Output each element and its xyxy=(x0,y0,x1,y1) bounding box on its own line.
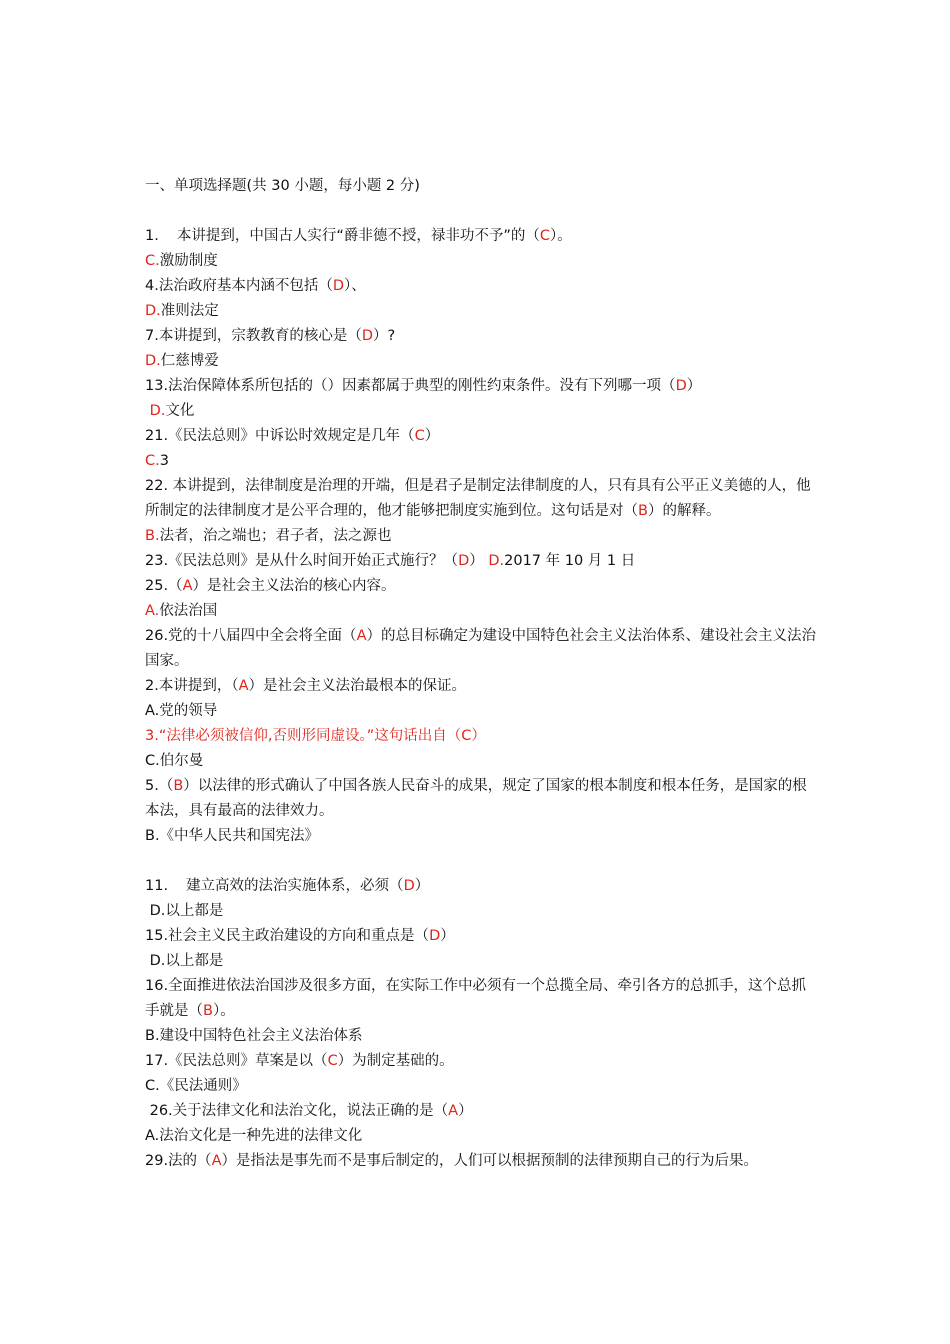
question-29: 29.法的（A）是指法是事先而不是事后制定的，人们可以根据预制的法律预期自己的行为后果。 xyxy=(145,1153,758,1169)
question-26b: 26.关于法律文化和法治文化，说法正确的是（A） xyxy=(149,1103,473,1119)
question-25: 25.（A）是社会主义法治的核心内容。 xyxy=(145,578,396,594)
answer-2: A.党的领导 xyxy=(145,703,218,719)
answer-letter: D xyxy=(458,553,470,569)
question-26: 26.党的十八届四中全会将全面（A）的总目标确定为建设中国特色社会主义法治体系、建设社会主义法治国家。 xyxy=(145,628,816,669)
question-3: 3.“法律必须被信仰,否则形同虚设。”这句话出自（C） xyxy=(145,728,486,744)
question-4: 4.法治政府基本内涵不包括（D）、 xyxy=(145,278,366,294)
question-7: 7.本讲提到，宗教教育的核心是（D）? xyxy=(145,328,396,344)
answer-letter: B xyxy=(203,1003,213,1019)
answer-letter: D xyxy=(403,878,415,894)
blank-line xyxy=(145,849,817,874)
blank-line xyxy=(145,199,817,224)
question-17: 17.《民法总则》草案是以（C）为制定基础的。 xyxy=(145,1053,454,1069)
answer-letter: C xyxy=(327,1053,338,1069)
question-15: 15.社会主义民主政治建设的方向和重点是（D） xyxy=(145,928,455,944)
answer-1: C.激励制度 xyxy=(145,253,218,269)
answer-15: D.以上都是 xyxy=(149,953,224,969)
question-11: 11. 建立高效的法治实施体系，必须（D） xyxy=(145,878,430,894)
answer-3: C.伯尔曼 xyxy=(145,753,204,769)
answer-letter: C xyxy=(461,728,472,744)
answer-letter: A xyxy=(182,578,193,594)
answer-letter: D xyxy=(429,928,441,944)
answer-letter: D xyxy=(332,278,345,294)
question-21: 21.《民法总则》中诉讼时效规定是几年（C） xyxy=(145,428,440,444)
answer-letter: D xyxy=(361,328,374,344)
section-heading: 一、单项选择题(共 30 小题，每小题 2 分) xyxy=(145,178,420,194)
answer-letter: D xyxy=(675,378,687,394)
answer-letter: A xyxy=(211,1153,222,1169)
answer-letter: A xyxy=(356,628,367,644)
answer-4: D.准则法定 xyxy=(145,303,219,319)
question-2: 2.本讲提到，（A）是社会主义法治最根本的保证。 xyxy=(145,678,467,694)
answer-11: D.以上都是 xyxy=(149,903,224,919)
answer-25: A.依法治国 xyxy=(145,603,218,619)
answer-letter: A xyxy=(448,1103,459,1119)
answer-7: D.仁慈博爱 xyxy=(145,353,219,369)
answer-26b: A.法治文化是一种先进的法律文化 xyxy=(145,1128,363,1144)
answer-22: B.法者，治之端也；君子者，法之源也 xyxy=(145,528,392,544)
question-5: 5.（B）以法律的形式确认了中国各族人民奋斗的成果，规定了国家的根本制度和根本任务，是国家的根本法，具有最高的法律效力。 xyxy=(145,778,807,819)
answer-letter: A xyxy=(238,678,249,694)
answer-letter: C xyxy=(414,428,425,444)
answer-letter: B xyxy=(638,503,648,519)
document-body xyxy=(145,174,817,1174)
answer-letter: B xyxy=(173,778,184,794)
question-22: 22. 本讲提到，法律制度是治理的开端，但是君子是制定法律制度的人，只有具有公平正义美德的人，他所制定的法律制度才是公平合理的，他才能够把制度实施到位。这句话是对（B）的解释。 xyxy=(145,478,811,519)
answer-letter: C xyxy=(539,228,550,244)
answer-13: D.文化 xyxy=(149,403,195,419)
answer-17: C.《民法通则》 xyxy=(145,1078,247,1094)
question-16: 16.全面推进依法治国涉及很多方面，在实际工作中必须有一个总揽全局、牵引各方的总抓手，这个总抓手就是（B）。 xyxy=(145,978,807,1019)
question-1: 1. 本讲提到，中国古人实行“爵非德不授，禄非功不予”的（C）。 xyxy=(145,228,572,244)
answer-21: C.3 xyxy=(145,453,169,469)
answer-5: B.《中华人民共和国宪法》 xyxy=(145,828,320,844)
question-23: 23.《民法总则》是从什么时间开始正式施行？（D） D.2017 年 10 月 1 日 xyxy=(145,553,636,569)
answer-16: B.建设中国特色社会主义法治体系 xyxy=(145,1028,363,1044)
question-13: 13.法治保障体系所包括的（）因素都属于典型的刚性约束条件。没有下列哪一项（D） xyxy=(145,378,702,394)
